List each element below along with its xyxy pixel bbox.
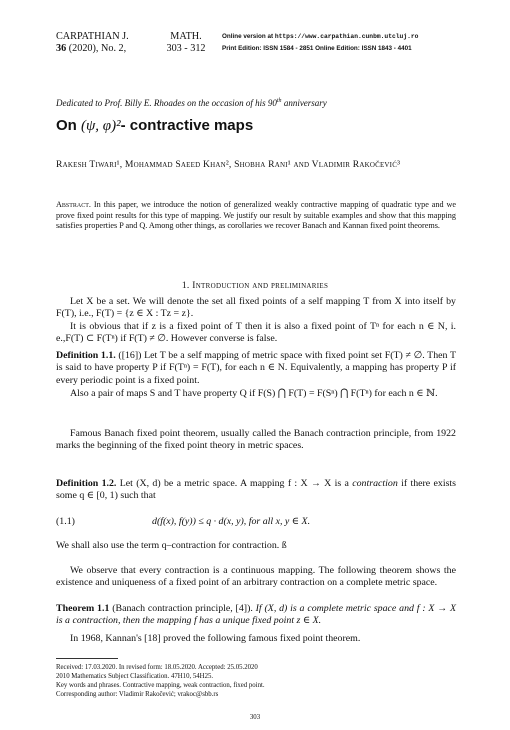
online-prefix: Online version at xyxy=(222,33,275,40)
equation-formula: d(f(x), f(y)) ≤ q · d(x, y), for all x, y ∈ X. xyxy=(152,516,311,527)
footnote-corresponding: Corresponding author: Vladimir Rakočević; vrakoc@sbb.rs xyxy=(56,691,219,698)
abstract xyxy=(56,200,456,232)
definition-1-1-text: ([16]) Let T be a self mapping of metric space with fixed point set F(T) ≠ ∅. Then T is said to have property P if F(Tⁿ) = F(T), for each n ∈ N. Equivalently, a mapping has property P if every periodic point is a fixed point. xyxy=(56,350,456,386)
theorem-1-1-label: Theorem 1.1 xyxy=(56,603,110,614)
footnotes xyxy=(56,663,456,699)
paragraph-2: It is obvious that if z is a fixed point of T then it is also a fixed point of Tⁿ for each n ∈ N, i. e.,F(T) ⊂ F(Tⁿ) if F(T) ≠ ∅. However converse is false. xyxy=(56,321,456,345)
definition-1-2 xyxy=(56,478,456,503)
theorem-1-1 xyxy=(56,603,456,628)
online-header xyxy=(222,31,418,55)
footnote-keywords: Key words and phrases. Contractive mapping, weak contraction, fixed point. xyxy=(56,682,265,689)
section-title: 1. Introduction and preliminaries xyxy=(181,281,329,291)
paragraph-3: Also a pair of maps S and T have property Q if F(S) ⋂ F(T) = F(Sⁿ) ⋂ F(Tⁿ) for each n ∈ ℕ. xyxy=(70,388,438,399)
journal-volume: 36 xyxy=(56,43,67,54)
paragraph-7: In 1968, Kannan's [18] proved the following famous fixed point theorem. xyxy=(70,633,361,644)
journal-url-link[interactable]: https://www.carpathian.cunbm.utcluj.ro xyxy=(274,33,419,40)
definition-1-2-label: Definition 1.2. xyxy=(56,478,117,489)
theorem-1-1-citation: (Banach contraction principle, [4]). xyxy=(109,603,253,614)
definition-1-1-label: Definition 1.1. xyxy=(56,350,116,361)
author-list: Rakesh Tiwari¹, Mohammad Saeed Khan², Shobha Rani¹ and Vladimir Rakočević³ xyxy=(56,159,401,170)
journal-header xyxy=(56,31,129,55)
issn-line: Print Edition: ISSN 1584 - 2851 Online Edition: ISSN 1843 - 4401 xyxy=(222,45,412,52)
footnote-received: Received: 17.03.2020. In revised form: 18.05.2020. Accepted: 25.05.2020 xyxy=(56,664,258,671)
abstract-text: In this paper, we introduce the notion of generalized weakly contractive mapping of quadratic type and we prove fixed point results for this type of mapping. We justify our result by suitable examples and show that this mapping satisfies properties P and Q. Among other things, as corollaries we recover Banach and Kannan fixed point theorems. xyxy=(56,200,456,230)
journal-volume-line xyxy=(56,43,129,55)
math-header xyxy=(162,31,210,55)
definition-1-2-emphasis: contraction xyxy=(352,478,398,489)
title-suffix: - contractive maps xyxy=(120,117,254,134)
paper-title xyxy=(56,117,253,135)
page-range: 303 - 312 xyxy=(166,43,206,54)
paragraph-1: Let X be a set. We will denote the set all fixed points of a self mapping T from X into itself by F(T), i.e., F(T) = {z ∈ X : Tz = z}. xyxy=(56,296,456,320)
footnote-msc: 2010 Mathematics Subject Classification. 47H10, 54H25. xyxy=(56,673,214,680)
theorem-1-1-text: If (X, d) is a complete metric space and f : X → X is a contraction, then the mapping f has a unique fixed point z ∈ X. xyxy=(56,603,457,627)
definition-1-2-text-b: if there exists some q ∈ [0, 1) such that xyxy=(56,478,456,502)
online-version xyxy=(222,31,418,43)
paragraph-4: Famous Banach fixed point theorem, usually called the Banach contraction principle, from 1922 marks the beginning of the fixed point theory in metric spaces. xyxy=(56,428,456,452)
page-number: 303 xyxy=(249,714,261,721)
definition-1-2-text-a: Let (X, d) be a metric space. A mapping f : X → X is a xyxy=(116,478,353,489)
dedication: Dedicated to Prof. Billy E. Rhoades on the occasion of his 90th anniversary xyxy=(56,98,327,108)
abstract-lead: Abstract. xyxy=(56,200,91,209)
paragraph-6: We observe that every contraction is a continuous mapping. The following theorem shows the existence and uniqueness of a fixed point of an arbitrary contraction on a complete metric space. xyxy=(56,565,456,589)
equation-number: (1.1) xyxy=(56,516,75,527)
definition-1-1 xyxy=(56,350,456,387)
paragraph-5: We shall also use the term q–contraction for contraction. ß xyxy=(56,540,287,551)
math-label: MATH. xyxy=(170,31,202,42)
journal-issue: (2020), No. 2, xyxy=(66,43,127,54)
title-prefix: On xyxy=(56,117,81,134)
journal-name: CARPATHIAN J. xyxy=(56,31,129,42)
footnote-divider xyxy=(56,658,118,659)
title-math: (ψ, φ)² xyxy=(81,118,121,134)
